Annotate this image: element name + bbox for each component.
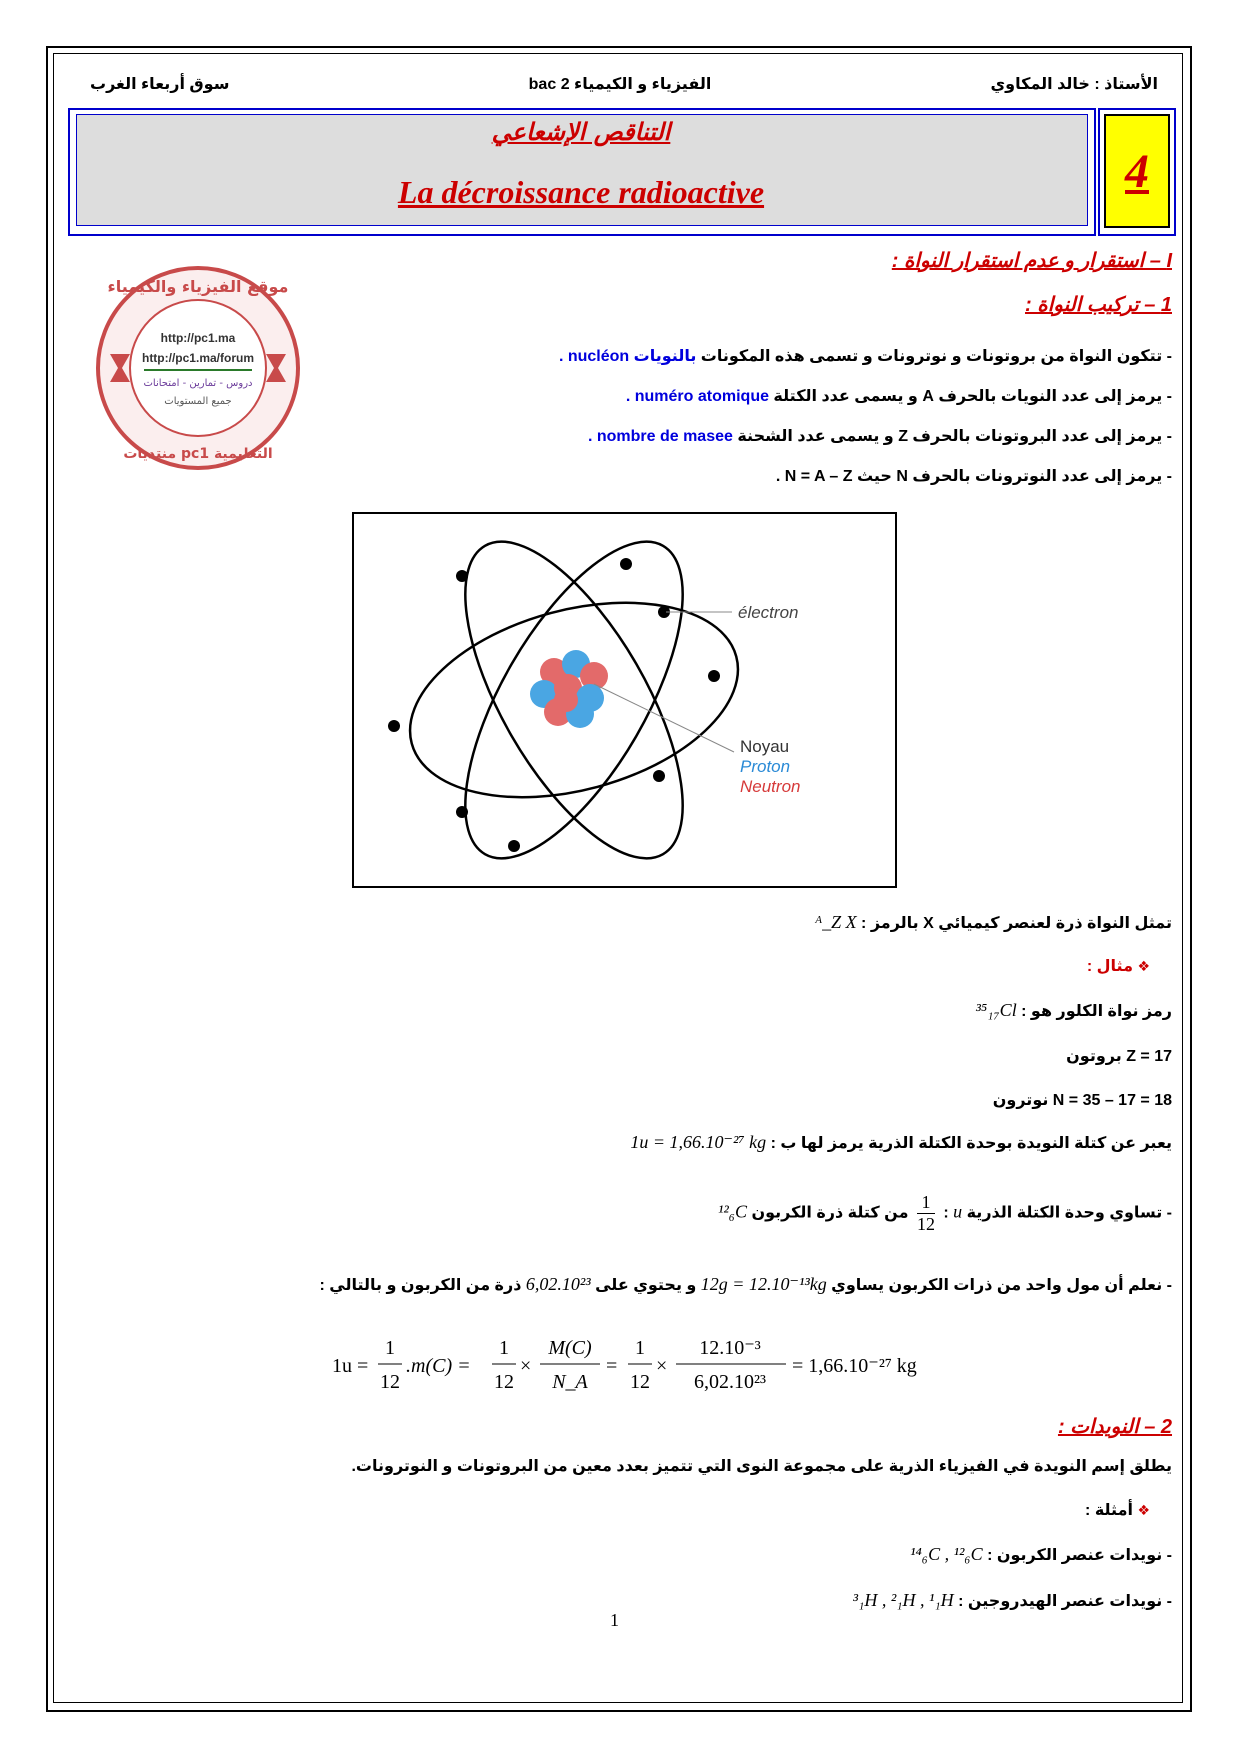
nucleus-icon — [530, 650, 608, 728]
examples-label: ❖ أمثلة : — [1085, 1502, 1150, 1519]
logo-url2: http://pc1.ma/forum — [141, 351, 255, 365]
svg-text:×: × — [520, 1355, 532, 1377]
title-french: La décroissance radioactive — [397, 174, 765, 210]
equal-line: - تساوي وحدة الكتلة الذرية u : $\frac{1}{12}$ من كتلة ذرة الكربون ¹²₆C — [717, 1192, 1172, 1234]
svg-text:=: = — [606, 1355, 618, 1377]
title-arabic: التناقص الإشعاعي — [491, 118, 671, 146]
symbol-line: تمثل النواة ذرة لعنصر كيميائي X بالرمز : ᴬ_Z X — [814, 912, 1172, 932]
svg-text:M(C): M(C) — [548, 1337, 592, 1359]
subsection-heading-1: 1 – تركيب النواة : — [1025, 294, 1172, 316]
svg-text:1: 1 — [635, 1337, 645, 1359]
text-line-1: - تتكون النواة من بروتونات و نوترونات و تسمى هذه المكونات بالنويات nucléon . — [558, 348, 1172, 365]
svg-text:×: × — [656, 1355, 668, 1377]
svg-text:12: 12 — [380, 1371, 400, 1393]
section-heading: I – استقرار و عدم استقرار النواة : — [891, 250, 1172, 272]
logo-url1: http://pc1.ma — [160, 331, 236, 345]
subject-label: الفيزياء و الكيمياء 2 bac — [528, 76, 712, 93]
svg-text:1u =: 1u = — [332, 1355, 369, 1377]
svg-text:6,02.10²³: 6,02.10²³ — [694, 1371, 766, 1393]
neutron-label: Neutron — [740, 777, 801, 796]
svg-text:12.10⁻³: 12.10⁻³ — [699, 1337, 761, 1359]
diamond-bullet-icon: ❖ — [1137, 958, 1150, 974]
teacher-name: الأستاذ : خالد المكاوي — [990, 76, 1158, 93]
n-line: N = 35 – 17 = 18 نوترون — [992, 1092, 1172, 1109]
svg-text:1: 1 — [385, 1337, 395, 1359]
subsection-heading-2: 2 – النويدات : — [1057, 1416, 1172, 1438]
svg-text:.m(C) =: .m(C) = — [406, 1355, 471, 1377]
svg-text:= 1,66.10⁻²⁷ kg: = 1,66.10⁻²⁷ kg — [792, 1355, 917, 1377]
nuclide-symbol: ᴬ_Z X — [814, 912, 857, 932]
logo-line3: دروس - تمارين - امتحانات — [143, 378, 253, 389]
proton-label: Proton — [740, 757, 791, 776]
svg-text:1: 1 — [499, 1337, 509, 1359]
chlorine-line: رمز نواة الكلور هو : ³⁵₁₇Cl — [975, 1000, 1172, 1020]
text-line-4: - يرمز إلى عدد النوترونات بالحرف N حيث N = A – Z . — [775, 468, 1172, 485]
svg-text:N_A: N_A — [552, 1371, 588, 1393]
logo-top-text: موقع الفيزياء والكيمياء — [107, 277, 289, 296]
nuclide-definition: يطلق إسم النويدة في الفيزياء الذرية على مجموعة النوى التي تتميز بعدد معين من البروتونات و النوترونات. — [351, 1458, 1172, 1475]
carbon-isotopes-line: - نويدات عنصر الكربون : ¹⁴₆C , ¹²₆C — [910, 1544, 1172, 1564]
hydrogen-isotopes-line: - نويدات عنصر الهيدروجين : ³₁H , ²₁H , ¹₁H — [852, 1590, 1172, 1610]
text-line-2: - يرمز إلى عدد النويات بالحرف A و يسمى عدد الكتلة numéro atomique . — [625, 388, 1172, 405]
atomic-mass-unit-formula — [330, 1330, 950, 1400]
atom-diagram — [352, 512, 897, 888]
unit-line: يعبر عن كتلة النويدة بوحدة الكتلة الذرية يرمز لها ب : 1u = 1,66.10⁻²⁷ kg — [630, 1132, 1172, 1152]
logo-line4: جميع المستويات — [164, 396, 232, 407]
noyau-label: Noyau — [740, 737, 790, 756]
logo-bottom-text: منتديات pc1 التعليمية — [123, 446, 273, 462]
chapter-number: 4 — [1104, 114, 1170, 228]
electron-label: électron — [738, 603, 799, 622]
z-line: Z = 17 بروتون — [1066, 1048, 1172, 1065]
svg-text:12: 12 — [630, 1371, 650, 1393]
svg-text:12: 12 — [494, 1371, 514, 1393]
mole-line: - نعلم أن مول واحد من ذرات الكربون يساوي 12g = 12.10⁻¹³kg و يحتوي على 6,02.10²³ ذرة من الكربون و بالتالي : — [319, 1274, 1172, 1294]
pc1-logo-stamp — [92, 262, 304, 474]
example-label: ❖ مثال : — [1086, 958, 1150, 975]
text-line-3: - يرمز إلى عدد البروتونات بالحرف Z و يسمى عدد الشحنة nombre de masee . — [587, 428, 1172, 445]
page-number: 1 — [610, 1610, 619, 1630]
school-location: سوق أربعاء الغرب — [90, 76, 230, 93]
diamond-bullet-icon: ❖ — [1137, 1502, 1150, 1518]
